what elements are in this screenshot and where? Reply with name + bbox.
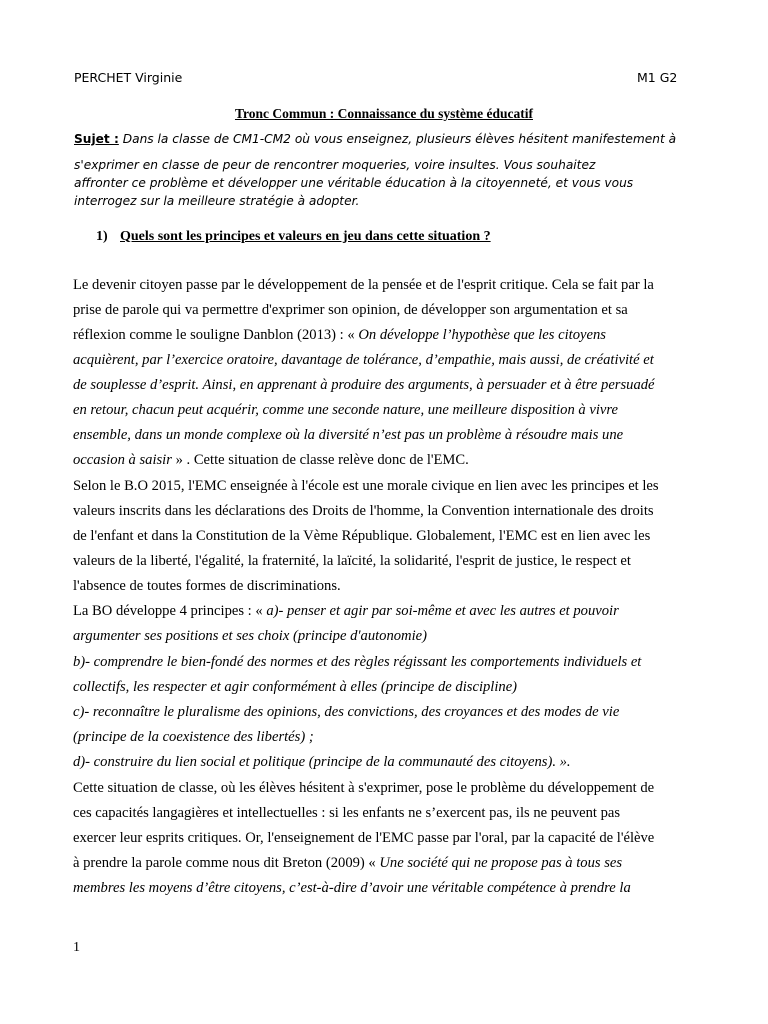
body-line: exercer leur esprits critiques. Or, l'enseignement de l'EMC passe par l'oral, par la capacité de l'élève bbox=[73, 830, 655, 846]
body-line: (principe de la coexistence des libertés) ; bbox=[73, 729, 314, 745]
body-line: d)- construire du lien social et politique (principe de la communauté des citoyens). ». bbox=[73, 754, 571, 770]
subject-line-1: Sujet : Dans la classe de CM1-CM2 où vous enseignez, plusieurs élèves hésitent manifestement à bbox=[74, 132, 677, 146]
body-line: à prendre la parole comme nous dit Breton (2009) « Une société qui ne propose pas à tous ses bbox=[73, 855, 623, 871]
author-name: PERCHET Virginie bbox=[74, 70, 183, 85]
body-line: ensemble, dans un monde complexe où la diversité n’est pas un problème à résoudre mais une bbox=[73, 427, 624, 443]
body-line: en retour, chacun peut acquérir, comme une seconde nature, une meilleure disposition à vivre bbox=[73, 402, 618, 418]
page-number: 1 bbox=[73, 940, 80, 955]
subject-line-4: interrogez sur la meilleure stratégie à adopter. bbox=[74, 194, 360, 208]
body-line: valeurs de la liberté, l'égalité, la fraternité, la laïcité, la solidarité, l'esprit de justice, le respect et bbox=[73, 553, 631, 569]
question-heading: Quels sont les principes et valeurs en jeu dans cette situation ? bbox=[120, 229, 491, 244]
body-line: l'absence de toutes formes de discriminations. bbox=[73, 578, 341, 594]
body-line: La BO développe 4 principes : « a)- penser et agir par soi-même et avec les autres et pouvoir bbox=[73, 603, 619, 619]
body-line: ces capacités langagières et intellectuelles : si les enfants ne s’exercent pas, ils ne peuvent pas bbox=[73, 805, 621, 821]
body-line: membres les moyens d’être citoyens, c’est-à-dire d’avoir une véritable compétence à prendre la bbox=[73, 880, 631, 896]
document-title: Tronc Commun : Connaissance du système éducatif bbox=[234, 106, 533, 121]
subject-line-3: affronter ce problème et développer une véritable éducation à la citoyenneté, et vous vous bbox=[74, 176, 634, 190]
body-line: de l'enfant et dans la Constitution de la Vème République. Globalement, l'EMC est en lien avec les bbox=[73, 528, 651, 544]
body-line: b)- comprendre le bien-fondé des normes et des règles régissant les comportements individuels et bbox=[73, 654, 642, 670]
body-line: collectifs, les respecter et agir conformément à elles (principe de discipline) bbox=[73, 679, 518, 695]
group-label: M1 G2 bbox=[637, 70, 678, 85]
body-line: Selon le B.O 2015, l'EMC enseignée à l'école est une morale civique en lien avec les principes et les bbox=[73, 478, 659, 494]
body-line: de souplesse d’esprit. Ainsi, en apprenant à produire des arguments, à persuader et à être persuadé bbox=[73, 377, 655, 393]
body-line: réflexion comme le souligne Danblon (2013) : « On développe l’hypothèse que les citoyens bbox=[73, 327, 606, 343]
body-line: acquièrent, par l’exercice oratoire, davantage de tolérance, d’empathie, mais aussi, de créativité et bbox=[73, 352, 654, 368]
body-line: prise de parole qui va permettre d'exprimer son opinion, de développer son argumentation et sa bbox=[73, 302, 628, 318]
subject-line-2: s'exprimer en classe de peur de rencontrer moqueries, voire insultes. Vous souhaitez bbox=[74, 158, 596, 172]
body-line: occasion à saisir » . Cette situation de classe relève donc de l'EMC. bbox=[73, 452, 469, 468]
body-line: Cette situation de classe, où les élèves hésitent à s'exprimer, pose le problème du développement de bbox=[73, 780, 655, 796]
body-line: valeurs inscrits dans les déclarations des Droits de l'homme, la Convention internationale des droits bbox=[73, 503, 654, 519]
question-number: 1) bbox=[96, 229, 108, 244]
subject-label: Sujet : bbox=[74, 132, 119, 146]
body-line: argumenter ses positions et ses choix (principe d'autonomie) bbox=[73, 628, 427, 644]
body-line: Le devenir citoyen passe par le développement de la pensée et de l'esprit critique. Cela se fait par la bbox=[73, 277, 654, 293]
body-line: c)- reconnaître le pluralisme des opinions, des convictions, des croyances et des modes de vie bbox=[73, 704, 620, 720]
